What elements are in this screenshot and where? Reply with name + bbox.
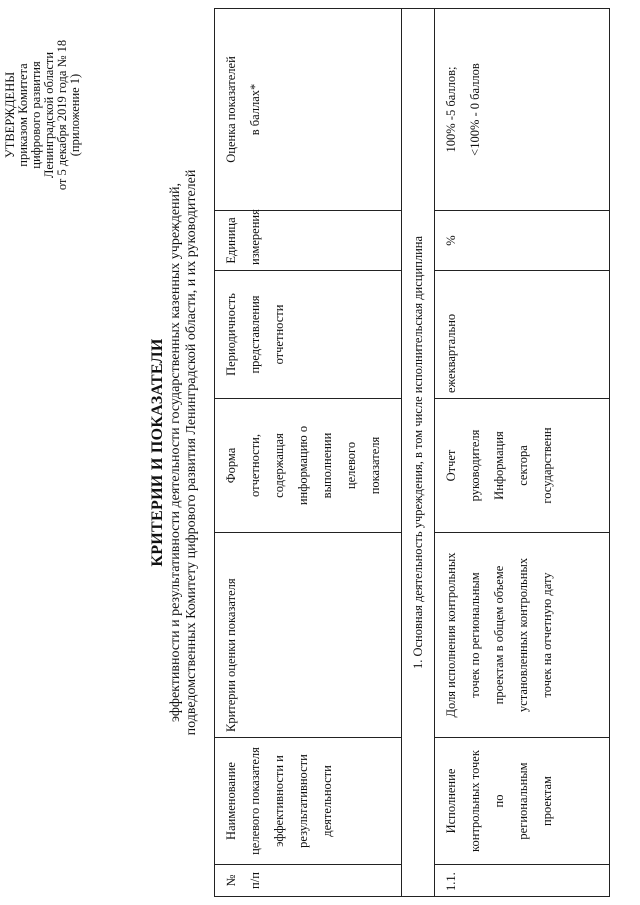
document-subtitle <box>168 0 200 905</box>
approval-line: от 5 декабря 2019 года № 18 <box>55 39 69 191</box>
approval-line: (приложение 1) <box>68 73 82 157</box>
subtitle-line: подведомственных Комитету цифрового развития Ленинградской области, и их руководителей <box>184 169 199 736</box>
row-score: 100% -5 баллов; <100% - 0 баллов <box>435 9 610 211</box>
subtitle-line: эффективности и результативности деятельности государственных казенных учреждений, <box>168 182 183 723</box>
document-title: КРИТЕРИИ И ПОКАЗАТЕЛИ <box>149 338 166 567</box>
approval-line: Ленинградской области <box>42 51 56 179</box>
row-unit: % <box>435 211 610 271</box>
criteria-table <box>214 8 610 897</box>
row-criteria: Доля исполнения контрольных точек по региональным проектам в общем объеме установленных контрольных точек на отчетную дату <box>435 533 610 738</box>
header-periodicity: Периодичность представления отчетности <box>215 271 402 399</box>
approval-line: цифрового развития <box>29 61 43 169</box>
row-num: 1.1. <box>435 865 610 897</box>
approval-stamp <box>4 5 82 225</box>
row-periodicity: ежеквартально <box>435 271 610 399</box>
header-unit: Единица измерения <box>215 211 402 271</box>
approval-line: УТВЕРЖДЕНЫ <box>3 71 17 159</box>
header-indicator-name: Наименование целевого показателя эффективности и результативности деятельности <box>215 738 402 865</box>
header-score: Оценка показателей в баллах* <box>215 9 402 211</box>
section-title: 1. Основная деятельность учреждения, в том числе исполнительская дисциплина <box>402 9 435 897</box>
header-num: № п/п <box>215 865 402 897</box>
row-report-form: Отчет руководителя Информация сектора государственн <box>435 399 610 533</box>
section-row <box>402 9 435 897</box>
table-row <box>435 9 610 897</box>
header-report-form: Форма отчетности, содержащая информацию о выполнении целевого показателя <box>215 399 402 533</box>
table-header-row <box>215 9 402 897</box>
header-criteria: Критерии оценки показателя <box>215 533 402 738</box>
approval-line: приказом Комитета <box>16 63 30 167</box>
row-indicator-name: Исполнение контрольных точек по региональным проектам <box>435 738 610 865</box>
